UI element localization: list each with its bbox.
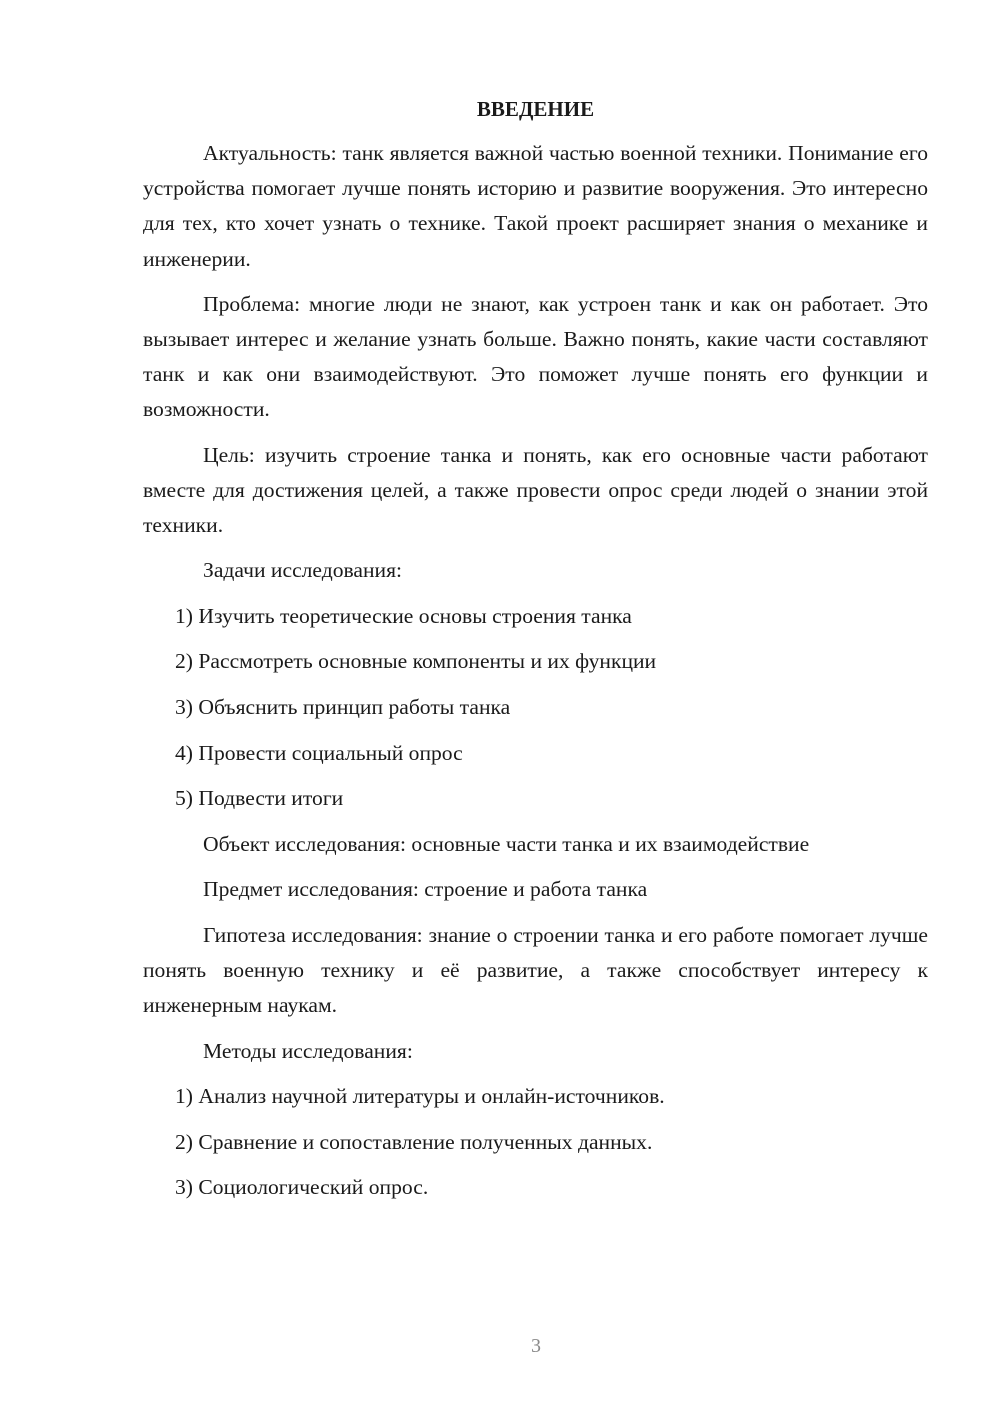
methods-list bbox=[143, 1079, 928, 1205]
problem-paragraph: Проблема: многие люди не знают, как устроен танк и как он работает. Это вызывает интерес и желание узнать больше. Важно понять, какие части составляют танк и как они взаимодействуют. Это поможет лучше понять его функции и возможности. bbox=[143, 291, 928, 422]
page-number: 3 bbox=[531, 1335, 541, 1357]
section-title: ВВЕДЕНИЕ bbox=[476, 97, 595, 121]
tasks-heading: Задачи исследования: bbox=[203, 558, 403, 583]
methods-heading: Методы исследования: bbox=[203, 1038, 413, 1063]
task-item: 2) Рассмотреть основные компоненты и их функции bbox=[175, 649, 657, 674]
task-item: 3) Объяснить принцип работы танка bbox=[175, 695, 511, 720]
document-page bbox=[143, 92, 928, 1216]
task-item: 1) Изучить теоретические основы строения танка bbox=[175, 603, 632, 628]
task-item: 5) Подвести итоги bbox=[175, 786, 344, 811]
hypothesis-paragraph: Гипотеза исследования: знание о строении танка и его работе помогает лучше понять военную технику и её развитие, а также способствует интересу к инженерным наукам. bbox=[143, 922, 928, 1018]
research-subject: Предмет исследования: строение и работа танка bbox=[203, 877, 648, 902]
relevance-paragraph: Актуальность: танк является важной частью военной техники. Понимание его устройства помогает лучше понять историю и развитие вооружения. Это интересно для тех, кто хочет узнать о технике. Такой проект расширяет знания о механике и инженерии. bbox=[143, 141, 928, 271]
research-object: Объект исследования: основные части танка и их взаимодействие bbox=[203, 831, 810, 856]
tasks-list bbox=[143, 599, 928, 817]
method-item: 2) Сравнение и сопоставление полученных данных. bbox=[175, 1129, 653, 1154]
task-item: 4) Провести социальный опрос bbox=[175, 740, 463, 765]
method-item: 1) Анализ научной литературы и онлайн-источников. bbox=[175, 1084, 665, 1109]
method-item: 3) Социологический опрос. bbox=[175, 1175, 429, 1200]
goal-paragraph: Цель: изучить строение танка и понять, как его основные части работают вместе для достижения целей, а также провести опрос среди людей о знании этой техники. bbox=[143, 442, 928, 538]
